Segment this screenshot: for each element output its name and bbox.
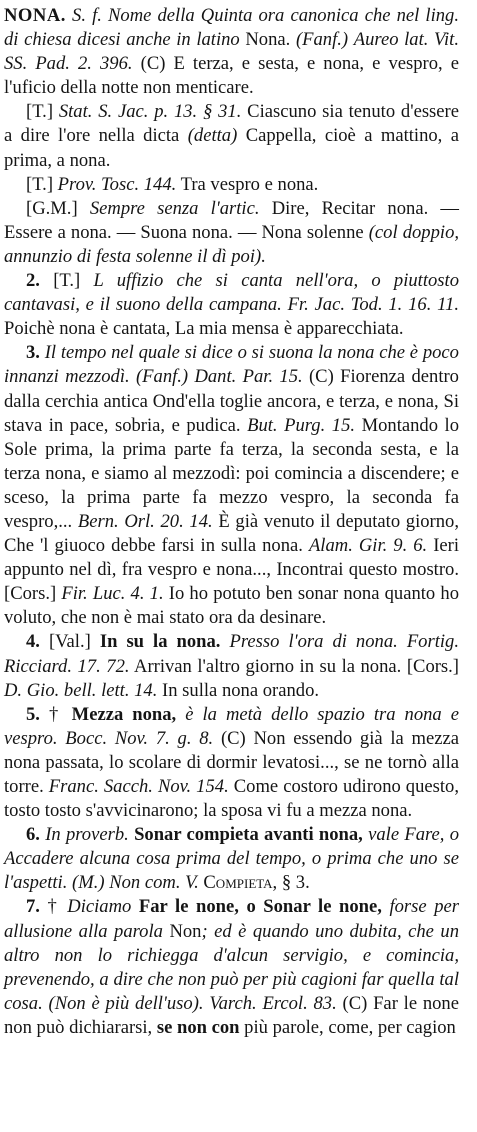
citation-text: Arrivan l'altro giorno in su la nona. [134, 655, 402, 677]
sense-definition: ; ed è quando uno dubita, che un altro non lo richiegga d'alcun servigio, e comincia, prevenendo, a dire che non può per più cagioni far quella tal cosa. [4, 920, 460, 1014]
example-prov [4, 173, 459, 197]
citation-text: Cappella, cioè a mattino, a prima, a nona. [4, 125, 459, 171]
sense-number: 4. [26, 631, 40, 653]
citation-text: Dire, Recitar nona. — Essere a nona. — Suona nona. — Nona solenne [4, 197, 459, 243]
citation-bold: se non con [156, 1016, 240, 1038]
gloss: (detta) [187, 125, 238, 147]
citation-text: Far le none non può dichiararsi, [4, 992, 459, 1038]
citation-text: Ieri appunto nel dì, fra vespro e nona..., Incontrai questo mostro. [4, 535, 460, 581]
tag: [Cors.] [406, 655, 460, 677]
citation-text: Come costoro udirono questo, tosto tosto s'avvicinarono; la sposa vi fu a mezza nona. [4, 776, 460, 822]
citation-text: Io ho potuto ben sonar nona quanto ho voluto, che non è mai stato ora da desinare. [4, 583, 459, 629]
sense-definition: Presso l'ora di nona. [229, 631, 398, 653]
citation-text: più parole, come, per cagion [244, 1016, 456, 1038]
c-mark: (C) [308, 366, 334, 388]
entry-main [4, 4, 459, 100]
citation-text: Ciascuno sia tenuto d'essere a dire l'ore nella dicta [4, 101, 459, 147]
dagger-mark: † [47, 896, 60, 918]
source-ref: Bocc. Nov. 7. g. 8. [65, 727, 214, 749]
source-ref: Dant. Par. 15. [194, 366, 303, 388]
c-mark: (C) [342, 992, 368, 1014]
citation-text: Tra vespro e nona. [180, 173, 319, 195]
c-mark: (C) [220, 727, 246, 749]
sense-number: 6. [26, 824, 40, 846]
source-ref: Varch. Ercol. 83. [209, 992, 337, 1014]
source-ref: Bern. Orl. 20. 14. [77, 510, 213, 532]
source-ref: Fir. Luc. 4. 1. [61, 583, 164, 605]
citation-text: Non essendo già la mezza nona passata, lo scolare di dormir levatosi..., se ne tornò alla torre. [4, 727, 460, 797]
source-ref: Prov. Tosc. 144. [57, 173, 177, 195]
citation-text: Poichè nona è cantata, La mia mensa è apparecchiata. [4, 318, 404, 340]
c-mark: (C) [140, 53, 166, 75]
source-ref: Alam. Gir. 9. 6. [308, 535, 428, 557]
source-ref: Fortig. Ricciard. 17. 72. [4, 631, 459, 677]
source-ref: But. Purg. 15. [247, 414, 356, 436]
source-ref: Stat. S. Jac. p. 13. § 31. [58, 101, 242, 123]
citation-text: E terza, e sesta, e nona, e vespro, e l'uficio della notte non menticare. [4, 53, 459, 99]
latin-word: Nona. [245, 29, 291, 51]
sense-number: 2. [26, 270, 40, 292]
sense-phrase: Mezza nona, [71, 703, 177, 725]
sense-phrase: Sonar compieta avanti nona, [134, 824, 363, 846]
source-ref: Franc. Sacch. Nov. 154. [48, 776, 229, 797]
tag: [T.] [26, 101, 54, 123]
sense-phrase: Far le none, o Sonar le none, [138, 896, 382, 918]
sense-number: 5. [26, 703, 40, 725]
sense-2 [4, 269, 459, 341]
citation-text: Fiorenza dentro dalla cerchia antica Ond'ella toglie ancora, e terza, e nona, Si stava in pace, sobria, e pudica. [4, 366, 459, 436]
sense-definition: vale Fare, o Accadere alcuna cosa prima del tempo, o prima che uno se l'aspetti. [4, 824, 459, 894]
sense-definition: L uffizio che si canta nell'ora, o piuttosto cantavasi, e il suono della campana. [4, 270, 460, 316]
aureo-lat-reference: Aureo lat. Vit. SS. Pad. 2. 396. [4, 29, 459, 75]
tag: [Val.] [48, 631, 91, 653]
fanf-reference: (Fanf.) [295, 29, 349, 51]
sense-5 [4, 703, 459, 823]
sense-number: 3. [26, 342, 40, 364]
usage-note: Non com. V. [109, 872, 199, 894]
source-ref: Fr. Jac. Tod. 1. 16. 11. [287, 294, 459, 316]
usage-note: (Non è più dell'uso). [48, 992, 204, 1014]
sense-definition: è la metà dello spazio tra nona e vespro. [4, 703, 459, 749]
sense-7 [4, 895, 459, 1040]
sense-definition: Il tempo nel quale si dice o si suona la nona che è poco innanzi mezzodì. [4, 342, 459, 388]
fanf-reference: (Fanf.) [135, 366, 189, 388]
sense-phrase: In su la nona. [99, 631, 221, 653]
tag: [T.] [26, 173, 54, 195]
sense-6 [4, 823, 459, 895]
cross-reference: Compieta, § 3. [203, 872, 310, 894]
tag: [G.M.] [26, 197, 78, 219]
headword: NONA. [4, 5, 66, 26]
citation-text: È già venuto il deputato giorno, Che 'l giuoco debbe farsi in sulla nona. [4, 510, 459, 557]
citation-text: Montando lo Sole prima, la prima parte fa terza, la seconda sesta, e la terza nona, e siamo al mezzodì: poi comincia a discendere; e sceso, la prima parte fa mezzo vespro, la seconda fa vespro,... [4, 414, 459, 532]
source-ref: D. Gio. bell. lett. 14. [4, 679, 158, 701]
sense-3 [4, 341, 459, 630]
entry-definition: Nome della Quinta ora canonica che nel ling. di chiesa dicesi anche in latino [4, 5, 459, 51]
sense-label: Diciamo [67, 896, 132, 918]
sense-label: In proverb. [45, 824, 129, 846]
sense-number: 7. [26, 896, 40, 918]
tag: [T.] [53, 270, 81, 292]
grammar-label: S. f. [72, 5, 102, 26]
example-stat [4, 100, 459, 172]
citation-text: In sulla nona orando. [162, 679, 320, 701]
m-reference: (M.) [72, 872, 105, 894]
keyword: Non [169, 920, 202, 942]
dagger-mark: † [48, 703, 63, 725]
example-gm [4, 197, 459, 269]
sense-4 [4, 630, 459, 702]
usage-note: (col doppio, annunzio di festa solenne il dì poi). [4, 221, 460, 267]
tag: [Cors.] [4, 583, 57, 605]
sense-definition: forse per allusione alla parola [4, 896, 459, 942]
usage-note: Sempre senza l'artic. [89, 197, 260, 219]
